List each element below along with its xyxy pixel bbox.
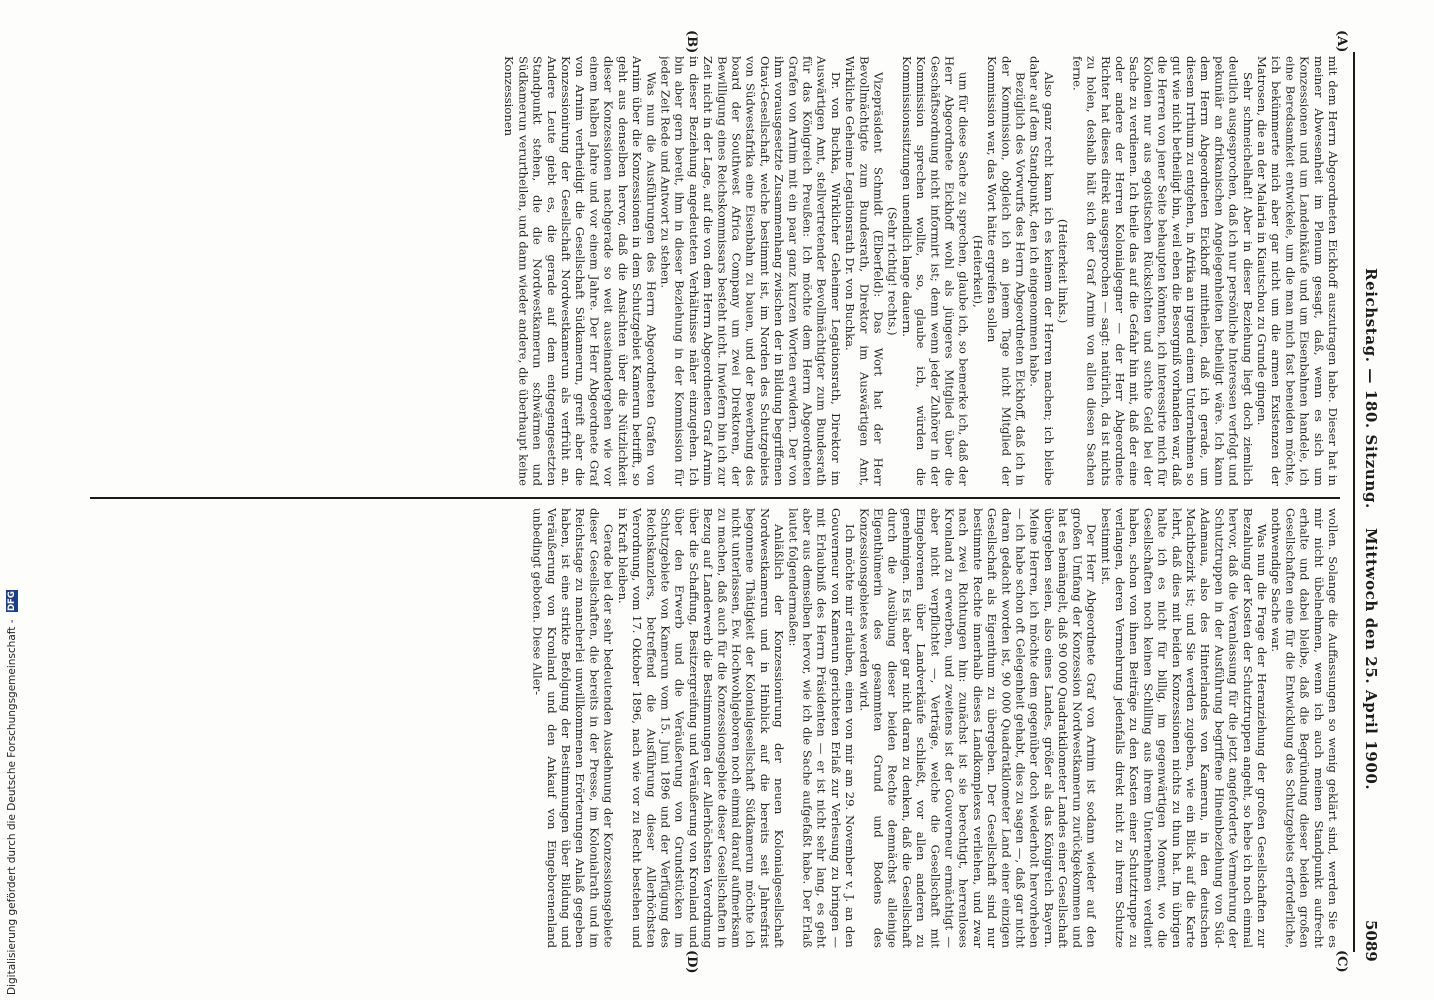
paragraph: Vizepräsident Schmidt (Elberfeld): Das Wort hat der Herr Bevollmächtigte zum Bundesrath, Direktor im Auswärtigen Amt, Wirkliche Geheime Legationsrath Dr. von Buchka. xyxy=(843,56,886,486)
paragraph: (Heiterkeit links.) xyxy=(1056,218,1071,324)
margin-mark-b: (B) xyxy=(684,30,699,54)
paragraph: Bezüglich des Vorwurfs des Herrn Abgeordneten Eickhoff, daß ich in der Kommission, obgleich ich an jenem Tage nicht Mitglied der Kommission war, das Wort hätte ergreifen sollen xyxy=(985,56,1028,486)
header-rule xyxy=(1353,52,1355,952)
column-divider xyxy=(90,497,1340,499)
paragraph: Sehr schmeichelhaft! Aber in dieser Beziehung liegt doch ziemlich deutlich ausgesprochen, daß ich nur persönliche Interessen verfolgt und pekuniär an afrikanischen Angelegenheiten betheiligt wäre. Ich kann dem Herrn Abgeordneten Eickhoff mittheilen, daß ich gerade, um diesem Irrthum zu entgehen, in Afrika an irgend einem Unternehmen so gut wie nicht betheiligt bin, weil eben die Besorgniß vorhanden war, daß die Herren von jener Seite behaupten könnten, ich interessirte mich für Kolonien nur aus egoistischen Rücksichten und suchte Geld bei der Sache zu verdienen. Ich theile das auf die Gefahr hin mit, daß der eine oder andere der Herren Kolonialgegner — der Herr Abgeordnete Richter hat dieses direkt ausgesprochen — sagt: natürlich, da ist nichts zu holen, deshalb hält sich der Graf Arnim von allen diesen Sachen ferne. xyxy=(1070,56,1255,486)
dfg-logo: DFG xyxy=(7,591,17,612)
margin-mark-c: (C) xyxy=(1334,950,1349,973)
paragraph: Also ganz recht kann ich es keinem der Herren machen; ich bleibe daher auf dem Standpunkt, den ich eingenommen habe. xyxy=(1027,56,1056,486)
paragraph: (Heiterkeit), xyxy=(970,234,985,308)
paragraph: um für diese Sache zu sprechen, glaube ich, so bemerke ich, daß der Herr Abgeordnete Eickhoff wohl als jüngeres Mitglied über die Geschäftsordnung nicht informirt ist; denn wenn jeder Zuhörer in der Kommission sprechen wollte, so, glaube ich, würden die Kommissionssitzungen unendlich lange dauern. xyxy=(899,56,971,486)
paragraph: wollen. Solange die Auffassungen so wenig geklärt sind, werden Sie es mir nicht übelnehmen, wenn ich auch meinen Standpunkt aufrecht erhalte und dabei bleibe, daß die Begründung dieser beiden großen Gesellschaften eine für die Entwicklung des Schutzgebiets erforderliche, nothwendige Sache war. xyxy=(1269,508,1340,948)
running-header-left: Reichstag. — 180. Sitzung. xyxy=(1362,268,1380,509)
paragraph: Der Herr Abgeordnete Graf von Arnim ist sodann wieder auf den großen Umfang der Konzession Nordwestkamerun zurückgekommen und hat es bemängelt, daß 90 000 Quadratkilometer Landes einer Gesellschaft übergeben seien, also eines Landes, größer als das Königreich Bayern. Meine Herren, ich möchte dem gegenüber doch wiederholt hervorheben — ich habe schon oft Gelegenheit gehabt, dies zu sagen —, daß gar nicht daran gedacht worden ist, 90 000 Quadratkilometer Land einer einzigen Gesellschaft als Eigenthum zu übergeben. Der Gesellschaft sind nur bestimmte Rechte innerhalb dieses Landkomplexes verliehen, und zwar nach zwei Richtungen hin: zunächst ist sie berechtigt, herrenloses Kronland zu erwerben, und zweitens ist der Gouverneur ermächtigt — aber nicht verpflichtet —, Verträge, welche die Gesellschaft mit Eingeborenen über Landverkäufe schließt, vor allen anderen zu genehmigen. Es ist aber gar nicht daran zu denken, daß die Gesellschaft durch die Ausübung dieser beiden Rechte demnächst alleinige Eigenthümerin des gesammten Grund und Bodens des Konzessionsgebietes werden wird. xyxy=(857,508,1099,948)
margin-mark-a: (A) xyxy=(1334,30,1349,53)
paragraph: Anläßlich der Konzessionirung der neuen Kolonialgesellschaft Nordwestkamerun und in Hinblick auf die bereits seit Jahresfrist begonnene Thätigkeit der Kolonialgesellschaft Südkamerun möchte ich nicht unterlassen, Ew. Hochwohlgeboren noch einmal darauf aufmerksam zu machen, daß auch für die Konzessionsgebiete dieser Gesellschaften in Bezug auf Landerwerb die Bestimmungen der Allerhöchsten Verordnung über die Schaffung, Besitzergreifung und Veräußerung von Kronland und über den Erwerb und die Veräußerung von Grundstücken im Schutzgebiete von Kamerun vom 15. Juni 1896 und der Verfügung des Reichskanzlers, betreffend die Ausführung dieser Allerhöchsten Verordnung, vom 17. Oktober 1896, nach wie vor zu Recht bestehen und in Kraft bleiben. xyxy=(615,508,787,948)
text-column-left xyxy=(88,56,1340,486)
paragraph: mit dem Herrn Abgeordneten Eickhoff auszutragen habe. Dieser hat in meiner Abwesenheit im Plenum gesagt, daß, wenn es sich um Konzessionen und um Landeinkäufe und um Eisenbahnen handele, ich eine Beredsamkeit entwickele, um die man mich fast beneiden möchte, ich bekümmerte mich aber gar nicht um die armen Existenzen der Matrosen, die an der Malaria in Kiautschou zu Grunde gingen. xyxy=(1254,56,1340,486)
paragraph: Gerade bei der sehr bedeutenden Ausdehnung der Konzessionsgebiete dieser Gesellschaften, die bereits in der Presse, im Kolonialrath und im Reichstage zu mancherlei unwillkommenen Erörterungen Anlaß gegeben haben, ist eine strikte Befolgung der Bestimmungen über Bildung und Veräußerung von Kronland und den Ankauf von Eingeborenenland unbedingt geboten. Diese Aller- xyxy=(530,508,616,948)
paragraph: Was nun die Frage der Heranziehung der großen Gesellschaften zur Bezahlung der Kosten der Schutztruppen angeht, so hebe ich noch einmal hervor, daß die Veranlassung für die jetzt angeforderte Vermehrung der Schutztruppen in der Ausführung begriffene Hineinbeziehung von Süd-Adamaua, also des Hinterlandes von Kamerun, in den deutschen Machtbezirk ist; und Sie werden zugeben, wie ein Blick auf die Karte lehrt, daß dies mit beiden Konzessionen nichts zu thun hat. Im übrigen halte ich es nicht für billig, im gegenwärtigen Moment, wo die Gesellschaften noch keinen Schilling aus ihrem Unternehmen verdient haben, schon von ihnen Beiträge zu den Kosten einer Schutztruppe zu verlangen, deren Vermehrung jedenfalls direkt nicht zu ihrem Schutze bestimmt ist. xyxy=(1098,508,1269,948)
running-header-right: Mittwoch den 25. April 1900. xyxy=(1362,528,1380,791)
margin-mark-d: (D) xyxy=(684,950,699,974)
text-column-right xyxy=(88,508,1340,948)
digitization-credit xyxy=(6,10,24,995)
credit-text: Digitalisierung gefördert durch die Deutsche Forschungsgemeinschaft - xyxy=(6,619,18,995)
paragraph: Was nun die Ausführungen des Herrn Abgeordneten Grafen von Arnim über die Konzessionen in dem Schutzgebiet Kamerun betrifft, so geht aus denselben hervor, daß die Ansichten über die Nützlichkeit dieser Konzessionen nachgerade so weit auseinandergehen wie vor einem halben Jahre und vor einem Jahre. Der Herr Abgeordnete Graf von Arnim vertheidigt die Gesellschaft Südkamerun, greift aber die Konzessionirung der Gesellschaft Nordwestkamerun als verfrüht an. Andere Leute giebt es, die gerade auf dem entgegengesetzten Standpunkt stehen, die die Nordwestkamerun schwärmen und Südkamerun verurtheilen, und dann wieder andere, die überhaupt keine Konzessionen xyxy=(502,56,659,486)
paragraph: (Sehr richtig! rechts.) xyxy=(885,206,900,336)
page-number: 5089 xyxy=(1362,920,1380,962)
paragraph: Dr. von Buchka, Wirklicher Geheimer Legationsrath, Direktor im Auswärtigen Amt, stellvertretender Bevollmächtigter zum Bundesrath für das Königreich Preußen: Ich möchte dem Herrn Abgeordneten Grafen von Arnim mit ein paar ganz kurzen Worten erwidern. Der von ihm vorausgesetzte Zusammenhang zwischen der in Bildung begriffenen Otavi-Gesellschaft, welche bestimmt ist, im Norden des Schutzgebiets von Südwestafrika eine Eisenbahn zu bauen, und der Bewerbung des board der Southwest Africa Company um zwei Direktoren, der Bewilligung eines Reichskommissars besteht nicht. Inwiefern bin ich zur Zeit nicht in der Lage, auf die von dem Herrn Abgeordneten Graf Arnim in dieser Beziehung angedeuteten Verhältnisse näher einzugehen. Ich bin aber gern bereit, ihm in dieser Beziehung in der Kommission für jeder Zeit Rede und Antwort zu stehen. xyxy=(658,56,843,486)
paragraph: Ich möchte mir erlauben, einen von mir am 29. November v. J. an den Gouverneur von Kamerun gerichteten Erlaß zur Verlesung zu bringen — mit Erlaubniß des Herrn Präsidenten — er ist nicht sehr lang, es geht aber aus demselben hervor, wie ich die Sache aufgefaßt habe. Der Erlaß lautet folgendermaßen: xyxy=(786,508,858,948)
